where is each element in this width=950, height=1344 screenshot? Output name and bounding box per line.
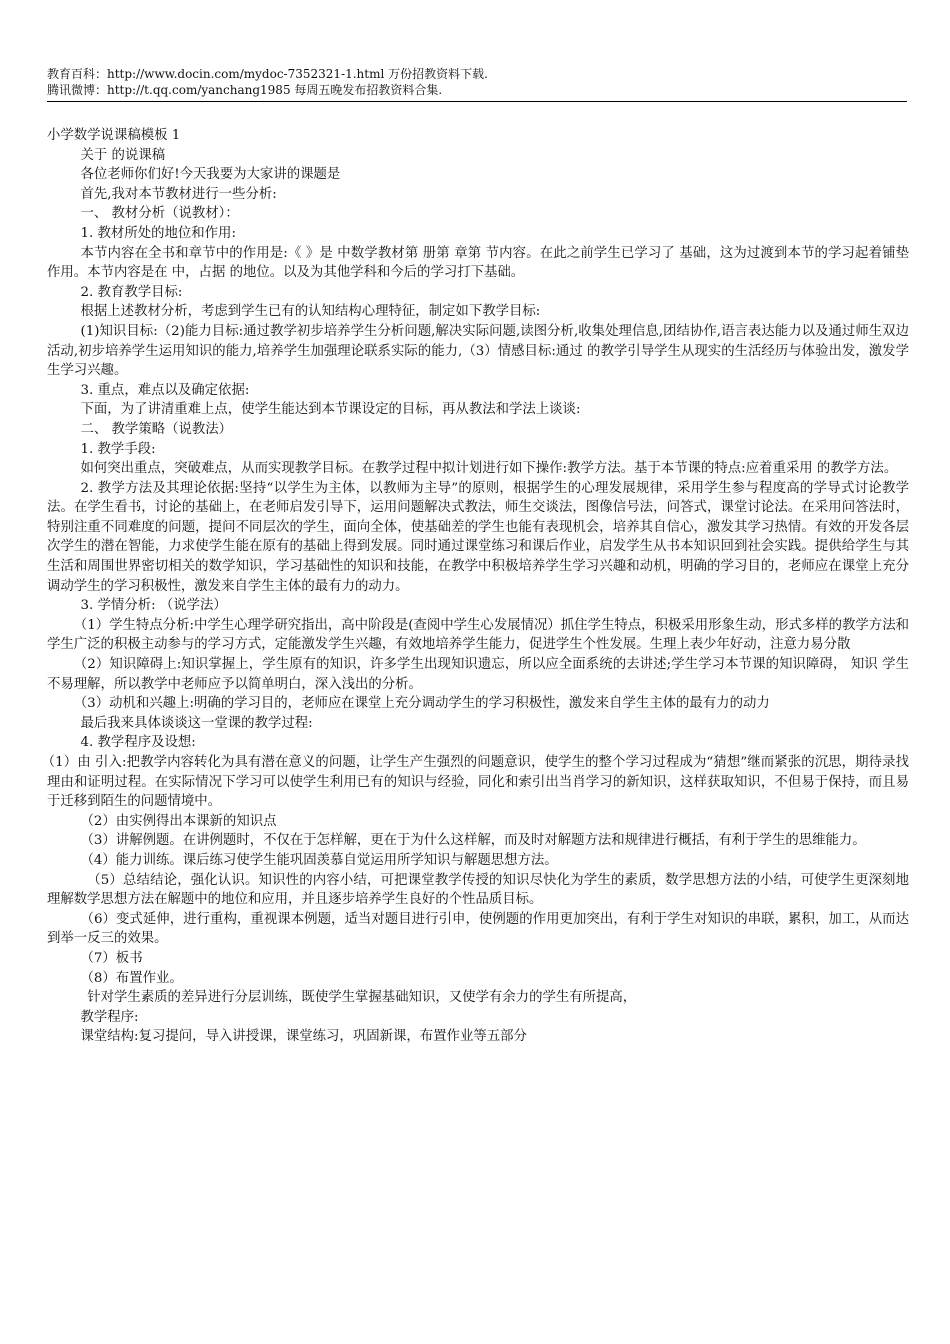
paragraph: （2）知识障碍上:知识掌握上，学生原有的知识，许多学生出现知识遗忘，所以应全面系统的去讲述;学生学习本节课的知识障碍， 知识 学生不易理解，所以教学中老师应予以简单明白，深入浅出的分析。 <box>47 657 909 692</box>
subsection-heading: 2. 教育教学目标: <box>80 284 183 300</box>
document-title: 小学数学说课稿模板 1 <box>47 128 181 143</box>
paragraph: 各位老师你们好!今天我要为大家讲的课题是 <box>80 167 341 183</box>
paragraph: （3）动机和兴趣上:明确的学习目的，老师应在课堂上充分调动学生的学习积极性，激发来自学生主体的最有力的动力 <box>73 696 770 712</box>
subsection-heading: 4. 教学程序及设想: <box>80 735 196 751</box>
paragraph: （7）板书 <box>80 950 143 966</box>
paragraph: （5）总结结论，强化认识。知识性的内容小结，可把课堂教学传授的知识尽快化为学生的素质，数学思想方法的小结，可使学生更深刻地理解数学思想方法在解题中的地位和应用，并且逐步培养学生良好的个性品质目标。 <box>47 872 909 908</box>
subsection-heading: 1. 教材所处的地位和作用: <box>80 225 236 241</box>
paragraph: (1)知识目标:（2)能力目标:通过教学初步培养学生分析问题,解决实际问题,读图分析,收集处理信息,团结协作,语言表达能力以及通过师生双边活动,初步培养学生运用知识的能力,培养学生加强理论联系实际的能力,（3）情感目标:通过 的教学引导学生从现实的生活经历与体验出发，激发学生学习兴趣。 <box>47 323 909 379</box>
paragraph: （1）学生特点分析:中学生心理学研究指出，高中阶段是(查阅中学生心发展情况）抓住学生特点，积极采用形象生动，形式多样的教学方法和学生广泛的积极主动参与的学习方式，定能激发学生兴趣，有效地培养学生能力，促进学生个性发展。生理上表少年好动，注意力易分散 <box>47 617 909 653</box>
subsection-heading: 3. 重点，难点以及确定依据: <box>80 382 250 398</box>
header-docin-line: 教育百科：http://www.docin.com/mydoc-7352321-1.html 万份招教资料下载. <box>47 67 488 81</box>
paragraph: 课堂结构:复习提问，导入讲授课，课堂练习，巩固新课，布置作业等五部分 <box>80 1029 527 1045</box>
section-heading: 一、 教材分析（说教材）： <box>80 206 239 222</box>
paragraph: 教学程序: <box>80 1009 139 1025</box>
page-header <box>47 66 907 98</box>
section-heading: 二、 教学策略（说教法） <box>80 421 233 437</box>
paragraph: 本节内容在全书和章节中的作用是:《 》是 中数学教材第 册第 章第 节内容。在此之前学生已学习了 基础，这为过渡到本节的学习起着铺垫作用。本节内容是在 中，占据 的地位。以及为其他学科和今后的学习打下基础。 <box>47 245 909 281</box>
paragraph: （3）讲解例题。在讲例题时，不仅在于怎样解，更在于为什么这样解，而及时对解题方法和规律进行概括，有利于学生的思维能力。 <box>80 833 866 849</box>
paragraph: （2）由实例得出本课新的知识点 <box>80 813 277 829</box>
paragraph: 如何突出重点，突破难点，从而实现教学目标。在教学过程中拟计划进行如下操作:教学方法。基于本节课的特点:应着重采用 的教学方法。 <box>80 461 898 477</box>
subsection-heading: 1. 教学手段: <box>80 441 156 457</box>
paragraph: （1）由 引入:把教学内容转化为具有潜在意义的问题，让学生产生强烈的问题意识，使学生的整个学习过程成为“猜想”继而紧张的沉思，期待录找理由和证明过程。在实际情况下学习可以使学生利用已有的知识与经验，同化和索引出当肖学习的新知识，这样获取知识，不但易于保持，而且易于迁移到陌生的问题情境中。 <box>41 755 909 810</box>
paragraph: 针对学生素质的差异进行分层训练，既使学生掌握基础知识，又使学有余力的学生有所提高， <box>87 990 637 1006</box>
paragraph: 根据上述教材分析，考虑到学生已有的认知结构心理特征，制定如下教学目标: <box>80 304 541 320</box>
paragraph: （8）布置作业。 <box>80 970 183 986</box>
header-divider <box>47 101 907 102</box>
document-body <box>41 126 909 1047</box>
paragraph: 下面，为了讲清重难上点，使学生能达到本节课设定的目标，再从教法和学法上谈谈: <box>80 402 581 418</box>
paragraph: （6）变式延伸，进行重构，重视课本例题，适当对题目进行引申，使例题的作用更加突出，有利于学生对知识的串联，累积，加工，从而达到举一反三的效果。 <box>47 911 909 947</box>
paragraph: 关于 的说课稿 <box>80 147 166 163</box>
paragraph: 首先,我对本节教材进行一些分析: <box>80 186 277 202</box>
header-weibo-line: 腾讯微博：http://t.qq.com/yanchang1985 每周五晚发布招教资料合集. <box>47 83 443 97</box>
paragraph: （4）能力训练。课后练习使学生能巩固羡慕自觉运用所学知识与解题思想方法。 <box>80 852 558 868</box>
paragraph: 2. 教学方法及其理论依据:坚持“以学生为主体，以教师为主导”的原则，根据学生的心理发展规律，采用学生参与程度高的学导式讨论教学法。在学生看书，讨论的基础上，在老师启发引导下，运用问题解决式教法，师生交谈法，图像信号法，问答式，课堂讨论法。在采用问答法时，特别注重不同难度的问题，提问不同层次的学生，面向全体，使基础差的学生也能有表现机会，培养其自信心，激发其学习热情。有效的开发各层次学生的潜在智能，力求使学生能在原有的基础上得到发展。同时通过课堂练习和课后作业，启发学生从书本知识回到社会实践。提供给学生与其生活和周围世界密切相关的数学知识，学习基础性的知识和技能，在教学中积极培养学生学习兴趣和动机，明确的学习目的，老师应在课堂上充分调动学生的学习积极性，激发来自学生主体的最有力的动力。 <box>47 480 909 594</box>
subsection-heading: 3. 学情分析: （说学法） <box>80 598 227 614</box>
paragraph: 最后我来具体谈谈这一堂课的教学过程: <box>80 715 313 731</box>
